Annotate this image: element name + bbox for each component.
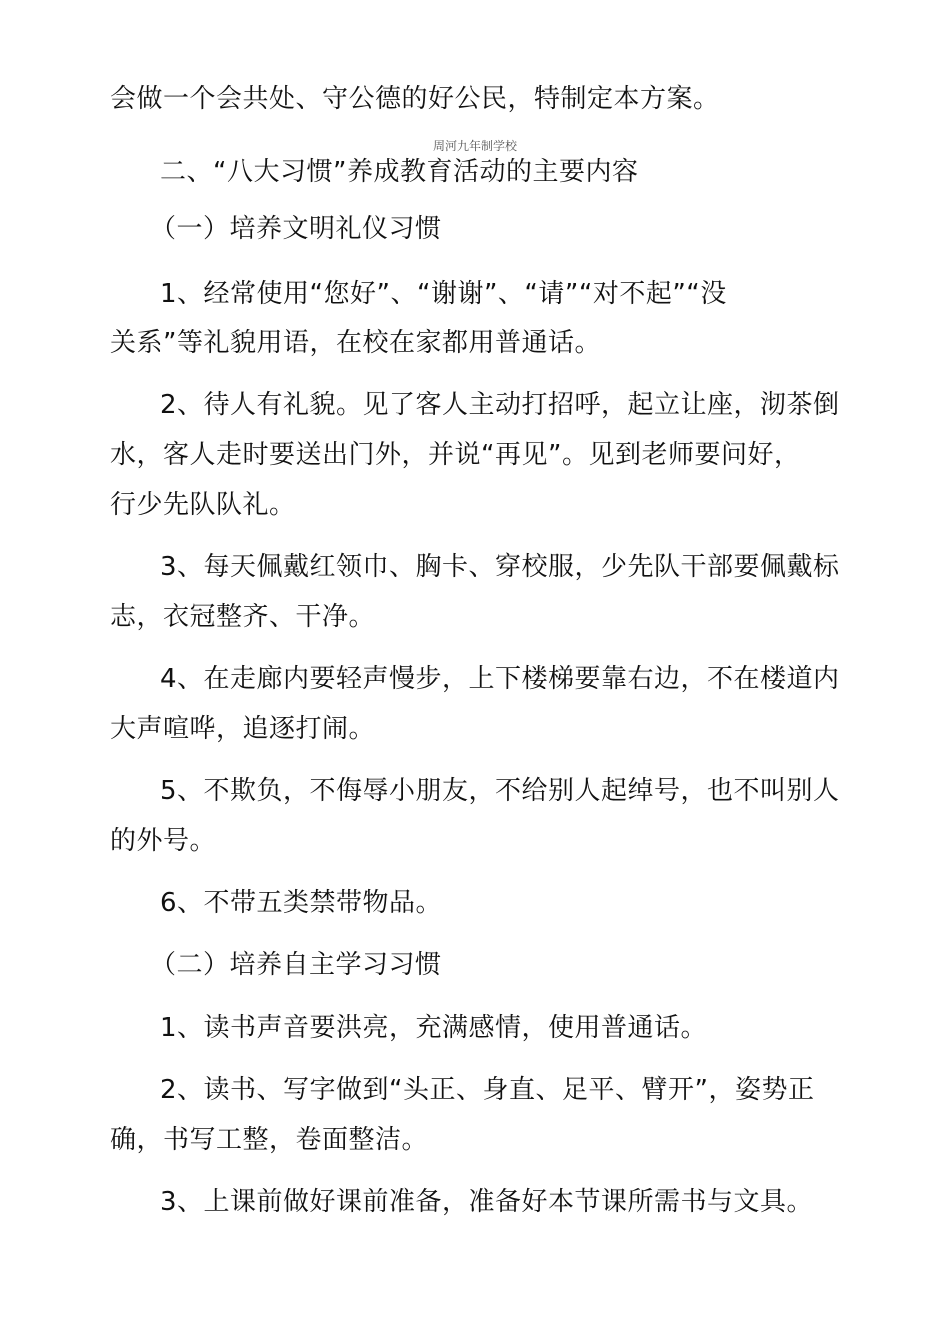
section-heading: 二、“八大习惯”养成教育活动的主要内容 bbox=[160, 157, 639, 187]
list-item-line: 1、经常使用“您好”、“谢谢”、“请”“对不起”“没 bbox=[160, 279, 727, 309]
list-item-line: 3、上课前做好课前准备，准备好本节课所需书与文具。 bbox=[160, 1187, 814, 1217]
list-item-line: 水，客人走时要送出门外，并说“再见”。见到老师要问好， bbox=[110, 440, 801, 470]
list-item-line: 行少先队队礼。 bbox=[110, 490, 296, 520]
list-item-line: 5、不欺负，不侮辱小朋友，不给别人起绰号，也不叫别人 bbox=[160, 776, 840, 806]
body-text-line: 会做一个会共处、守公德的好公民，特制定本方案。 bbox=[110, 84, 720, 114]
list-item-line: 2、读书、写字做到“头正、身直、足平、臂开”，姿势正 bbox=[160, 1075, 815, 1105]
list-item-line: 志，衣冠整齐、干净。 bbox=[110, 602, 376, 632]
list-item-line: 的外号。 bbox=[110, 826, 217, 856]
list-item-line: 关系”等礼貌用语，在校在家都用普通话。 bbox=[110, 328, 601, 358]
subsection-heading: （二）培养自主学习习惯 bbox=[150, 950, 442, 980]
list-item-line: 4、在走廊内要轻声慢步，上下楼梯要靠右边，不在楼道内 bbox=[160, 664, 840, 694]
school-name-watermark: 周河九年制学校 bbox=[432, 139, 517, 153]
subsection-heading: （一）培养文明礼仪习惯 bbox=[150, 214, 442, 244]
list-item-line: 确，书写工整，卷面整洁。 bbox=[110, 1125, 429, 1155]
list-item-line: 2、待人有礼貌。见了客人主动打招呼，起立让座，沏茶倒 bbox=[160, 390, 840, 420]
list-item-line: 3、每天佩戴红领巾、胸卡、穿校服，少先队干部要佩戴标 bbox=[160, 552, 840, 582]
list-item-line: 6、不带五类禁带物品。 bbox=[160, 888, 443, 918]
list-item-line: 大声喧哗，追逐打闹。 bbox=[110, 714, 376, 744]
list-item-line: 1、读书声音要洪亮，充满感情，使用普通话。 bbox=[160, 1013, 708, 1043]
